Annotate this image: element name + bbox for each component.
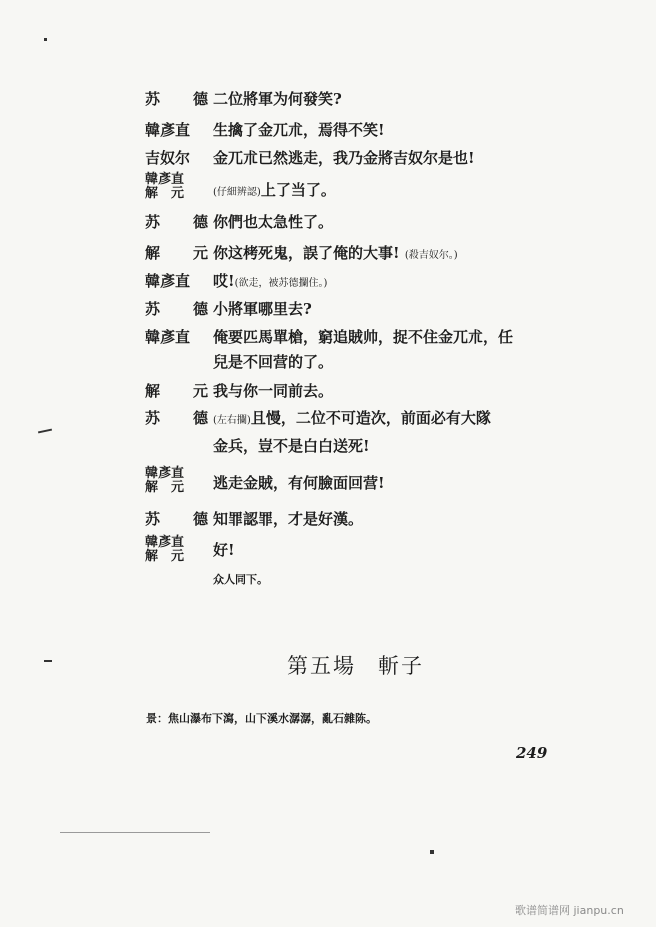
duo-speaker-label: 韓彥直 解 元 <box>145 466 185 495</box>
speech-text: 我与你一同前去。 <box>213 382 334 400</box>
speech-text: 生擒了金兀朮，焉得不笑! <box>213 121 385 139</box>
speech-text: (仔細辨認)上了当了。 <box>213 181 336 199</box>
exit-direction: 众人同下。 <box>213 573 268 586</box>
speech-continuation: 兒是不回营的了。 <box>213 353 334 371</box>
speech-text: 小將軍哪里去? <box>213 300 312 318</box>
duo-speaker-label: 韓彥直 解 元 <box>145 535 185 564</box>
speech-text: 你这栲死鬼，誤了俺的大事! (殺吉奴尔。) <box>213 244 458 262</box>
page-number: 249 <box>516 744 548 762</box>
speech-text: 二位將軍为何發笑? <box>213 90 342 108</box>
speech-text: 俺要匹馬單槍，窮追賊帅，捉不住金兀朮，任 <box>213 328 514 346</box>
scan-speck <box>44 38 47 41</box>
speech-text: 你們也太急性了。 <box>213 213 334 231</box>
speech-continuation: 金兵，豈不是白白送死! <box>213 437 370 455</box>
page: 苏 德 二位將軍为何發笑? 韓彥直 生擒了金兀朮，焉得不笑! 吉奴尔 金兀朮已然逃走，我乃金將吉奴尔是也! 韓彥直 解 元 (仔細辨認)上了当了。 苏 德 你們也太急性了。 解 元 你这栲死鬼，誤了俺的大事! (殺吉奴尔。) 韓彥直 哎!(欲走，被苏德攔住。) 苏 德 小將軍哪里去? 韓彥直 俺要匹馬單槍，窮追賊帅，捉不住金兀朮，任 兒是不回营的了。 解 元 我与你一同前去。 苏 德 (左右攔)且慢，二位不可造次，前面必有大隊 金兵，豈不是白白送死! 韓彥直 解 元 逃走金賊，有何臉面回营! 苏 德 知罪認罪，才是好漢。 韓彥直 解 元 好! 众人同下。 第五場 斬子 景：焦山瀑布下瀉，山下溪水潺潺，亂石雜陈。 249 歌谱简谱网 jianpu.cn <box>0 0 656 927</box>
stage-direction: (左右攔) <box>213 415 251 426</box>
speech-text: 哎!(欲走，被苏德攔住。) <box>213 272 328 290</box>
scan-dotted-line <box>60 832 210 833</box>
speech-text: 金兀朮已然逃走，我乃金將吉奴尔是也! <box>213 149 475 167</box>
speech-text: 好! <box>213 541 235 559</box>
scene-title: 第五場 斬子 <box>287 654 424 678</box>
scan-speck <box>38 429 52 434</box>
speech-text: 知罪認罪，才是好漢。 <box>213 510 364 528</box>
scan-speck <box>44 660 52 662</box>
stage-direction: (殺吉奴尔。) <box>404 250 458 261</box>
scene-setting: 景：焦山瀑布下瀉，山下溪水潺潺，亂石雜陈。 <box>146 712 377 725</box>
stage-direction: (仔細辨認) <box>213 187 261 198</box>
duo-speaker-label: 韓彥直 解 元 <box>145 172 185 201</box>
scan-speck <box>430 850 434 854</box>
speech-text: (左右攔)且慢，二位不可造次，前面必有大隊 <box>213 409 491 427</box>
stage-direction: (欲走，被苏德攔住。) <box>234 278 328 289</box>
speech-text: 逃走金賊，有何臉面回营! <box>213 474 385 492</box>
watermark: 歌谱简谱网 jianpu.cn <box>515 904 624 917</box>
